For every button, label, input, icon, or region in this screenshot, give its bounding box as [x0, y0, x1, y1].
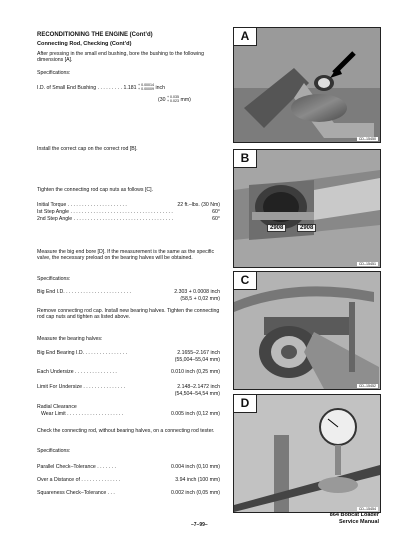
bearing-value: 2.1655–2.167 inch [177, 350, 220, 356]
limit-undersize-row [37, 384, 220, 390]
figure-d-letter: D [234, 395, 257, 413]
bushing-intro: After pressing in the small end bushing, bore the bushing to the following dimensions [A]. [37, 51, 204, 64]
figure-b [233, 149, 381, 268]
radial-clearance-label: Radial Clearance [37, 404, 77, 410]
spec-label-4: Specifications: [37, 448, 71, 454]
bearing-mm: (55,004–55,04 mm) [174, 357, 220, 363]
bearing-label: Big End Bearing I.D. . . . . . . . . . . . . . . . [37, 350, 128, 356]
connecting-rod-tester-text: Check the connecting rod, without bearing halves, on a connecting rod tester. [37, 428, 215, 434]
parallel-value: 0.004 inch (0,10 mm) [170, 464, 220, 470]
step1-label: Ist Step Angle . . . . . . . . . . . . . . . . . . . . . . . . . . . . . . . . . . . . [37, 209, 173, 215]
step2-label: 2nd Step Angle . . . . . . . . . . . . . . . . . . . . . . . . . . . . . . . . . . . [37, 216, 174, 222]
step1-value: 60° [212, 209, 220, 215]
torque-row [37, 202, 220, 208]
figure-a-letter: A [234, 28, 257, 46]
small-end-unit: inch [155, 85, 166, 92]
cap-stamp-2: 2908 [297, 224, 316, 232]
step1-row [37, 209, 220, 215]
limit-undersize-value: 2.148–2.1472 inch [177, 384, 220, 390]
spec-label-1: Specifications: [37, 70, 71, 76]
bearing-row [37, 350, 220, 356]
each-undersize-label: Each Undersize . . . . . . . . . . . . . . . [37, 369, 117, 375]
figure-b-letter: B [234, 150, 257, 168]
small-end-mm-row [158, 96, 191, 104]
parallel-row [37, 464, 220, 470]
each-undersize-row [37, 369, 220, 375]
figure-d-code: CD–15454 [358, 507, 376, 511]
small-end-row [37, 84, 165, 92]
tighten-text: Tighten the connecting rod cap nuts as follows [C]. [37, 187, 154, 193]
wear-limit-row [41, 411, 220, 417]
book-title-line2: Service Manual [338, 519, 379, 525]
section-title: RECONDITIONING THE ENGINE (Cont’d) [37, 32, 153, 38]
big-end-label: Big End I.D. . . . . . . . . . . . . . . . . . . . . . . . [37, 289, 131, 295]
figure-c-code: CD–15452 [358, 384, 376, 388]
big-end-row [37, 289, 220, 295]
torque-value: 22 ft.–lbs. (30 Nm) [177, 202, 220, 208]
tol-plus: + 0.00014 [137, 83, 155, 87]
book-title-line1: 864 Bobcat Loader [329, 512, 379, 518]
mm-tolerance [167, 96, 179, 104]
figure-c-letter: C [234, 272, 257, 290]
measure-bearing-text: Measure the bearing halves: [37, 336, 103, 342]
torque-label: Initial Torque . . . . . . . . . . . . . . . . . . . . . [37, 202, 127, 208]
mm-unit: mm) [180, 97, 191, 104]
step2-value: 60° [212, 216, 220, 222]
over-distance-value: 3.94 inch (100 mm) [175, 477, 220, 483]
wear-limit-label: Wear Limit . . . . . . . . . . . . . . . . . . . . [41, 411, 124, 417]
rod-stamp-1: 2908 [267, 224, 286, 232]
section-subtitle: Connecting Rod, Checking (Cont’d) [37, 41, 132, 47]
step2-row [37, 216, 220, 222]
page-number: –7–99– [191, 522, 208, 528]
figure-b-code: CD–15451 [358, 262, 376, 266]
mm-open: (30 [158, 97, 166, 104]
limit-undersize-mm: (54,504–54,54 mm) [174, 391, 220, 397]
figure-c [233, 271, 381, 390]
wear-limit-value: 0.005 inch (0,12 mm) [170, 411, 220, 417]
mm-tol-minus: + 0.023 [166, 98, 180, 103]
small-end-value: 1.181 [123, 85, 137, 92]
small-end-tolerance [138, 84, 154, 92]
big-end-value: 2.303 + 0.0008 inch [174, 289, 220, 295]
squareness-label: Squareness Check–Tolerance . . . [37, 490, 115, 496]
install-cap-text: Install the correct cap on the correct rod [B]. [37, 146, 138, 152]
each-undersize-value: 0.010 inch (0,25 mm) [170, 369, 220, 375]
measure-big-end-text: Measure the big end bore [D]. If the measurement is the same as the specific valve, the necessary preload on the bearing halves will be obtained. [37, 249, 215, 262]
figure-a [233, 27, 381, 143]
mm-tol-plus: + 0.035 [166, 95, 180, 99]
small-end-dots: . . . . . . . . . [97, 85, 123, 92]
tol-minus: + 0.00009 [137, 86, 155, 91]
remove-cap-text: Remove connecting rod cap. Install new bearing halves. Tighten the connecting rod cap nuts and tighten as listed above. [37, 308, 220, 321]
squareness-row [37, 490, 220, 496]
parallel-label: Parallel Check–Tolerance . . . . . . . [37, 464, 116, 470]
figure-d [233, 394, 381, 513]
figure-a-code: CD–15450 [358, 137, 376, 141]
over-distance-label: Over a Distance of . . . . . . . . . . . . . . [37, 477, 121, 483]
big-end-mm: (58,5 + 0,02 mm) [180, 296, 220, 302]
small-end-label: I.D. of Small End Bushing [37, 85, 97, 92]
over-distance-row [37, 477, 220, 483]
limit-undersize-label: Limit For Undersize . . . . . . . . . . . . . . . [37, 384, 126, 390]
squareness-value: 0.002 inch (0,05 mm) [170, 490, 220, 496]
spec-label-3: Specifications: [37, 276, 71, 282]
